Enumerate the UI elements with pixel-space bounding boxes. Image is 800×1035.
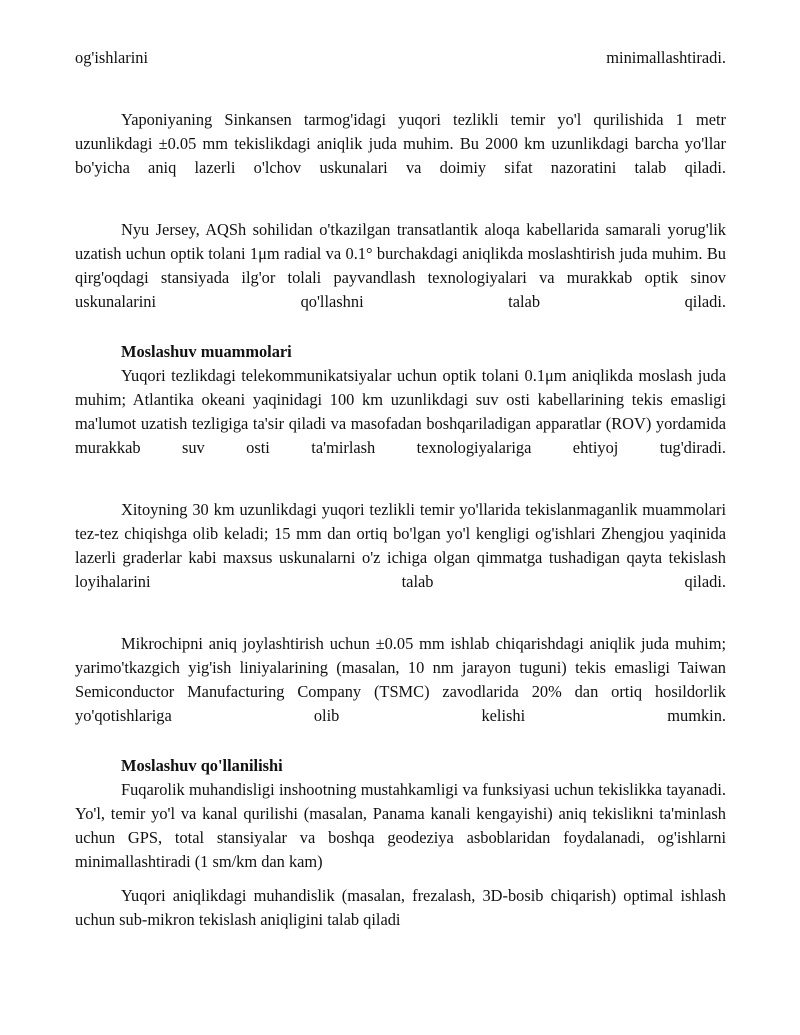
document-page <box>75 46 726 932</box>
paragraph-transatlantic-cable: Nyu Jersey, AQSh sohilidan o'tkazilgan transatlantik aloqa kabellarida samarali yorug'lik uzatish uchun optik tolani 1μm radial va 0.1° burchakdagi aniqlikda moslashtirish juda muhim. Bu qirg'oqdagi stansiyada ilg'or tolali payvandlash texnologiyalari va murakkab optik sinov uskunalarini qo'llashni talab qiladi. <box>75 220 726 311</box>
paragraph-precision-engineering: Yuqori aniqlikdagi muhandislik (masalan, frezalash, 3D-bosib chiqarish) optimal ishlash uchun sub-mikron tekislash aniqligini talab qiladi <box>75 886 726 929</box>
heading-alignment-problems: Moslashuv muammolari <box>121 342 292 361</box>
paragraph-china-railway: Xitoyning 30 km uzunlikdagi yuqori tezlikli temir yo'llarida tekislanmaganlik muammolari tez-tez chiqishga olib keladi; 15 mm dan ortiq bo'lgan yo'l kengligi og'ishlari Zhengjou yaqinida lazerli graderlar kabi maxsus uskunalarni o'z ichiga olgan qimmatga tushadigan qayta tekislash loyihalarini talab qiladi. <box>75 500 726 591</box>
paragraph-shinkansen: Yaponiyaning Sinkansen tarmog'idagi yuqori tezlikli temir yo'l qurilishida 1 metr uzunlikdagi ±0.05 mm tekislikdagi aniqlik juda muhim. Bu 2000 km uzunlikdagi barcha yo'llar bo'yicha aniq lazerli o'lchov uskunalari va doimiy sifat nazoratini talab qiladi. <box>75 110 726 177</box>
paragraph-microchip: Mikrochipni aniq joylashtirish uchun ±0.05 mm ishlab chiqarishdagi aniqlik juda muhim; yarimo'tkazgich yig'ish liniyalarining (masalan, 10 nm jarayon tuguni) tekis emasligi Taiwan Semiconductor Manufacturing Company (TSMC) zavodlarida 20% dan ortiq hosildorlik yo'qotishlariga olib kelishi mumkin. <box>75 634 726 725</box>
paragraph-continuation: og'ishlarini minimallashtiradi. <box>75 48 726 67</box>
paragraph-civil-engineering: Fuqarolik muhandisligi inshootning mustahkamligi va funksiyasi uchun tekislikka tayanadi. Yo'l, temir yo'l va kanal qurilishi (masalan, Panama kanali kengayishi) aniq tekislikni ta'minlash uchun GPS, total stansiyalar va boshqa geodeziya asboblaridan foydalanadi, og'ishlarni minimallashtiradi (1 sm/km dan kam) <box>75 780 726 871</box>
paragraph-fiber-alignment: Yuqori tezlikdagi telekommunikatsiyalar uchun optik tolani 0.1μm aniqlikda moslash juda muhim; Atlantika okeani yaqinidagi 100 km uzunlikdagi suv osti kabellarining tekis emasligi ma'lumot uzatish tezligiga ta'sir qiladi va masofadan boshqariladigan apparatlar (ROV) yordamida murakkab suv osti ta'mirlash texnologiyalariga ehtiyoj tug'diradi. <box>75 366 726 457</box>
heading-alignment-applications: Moslashuv qo'llanilishi <box>121 756 283 775</box>
